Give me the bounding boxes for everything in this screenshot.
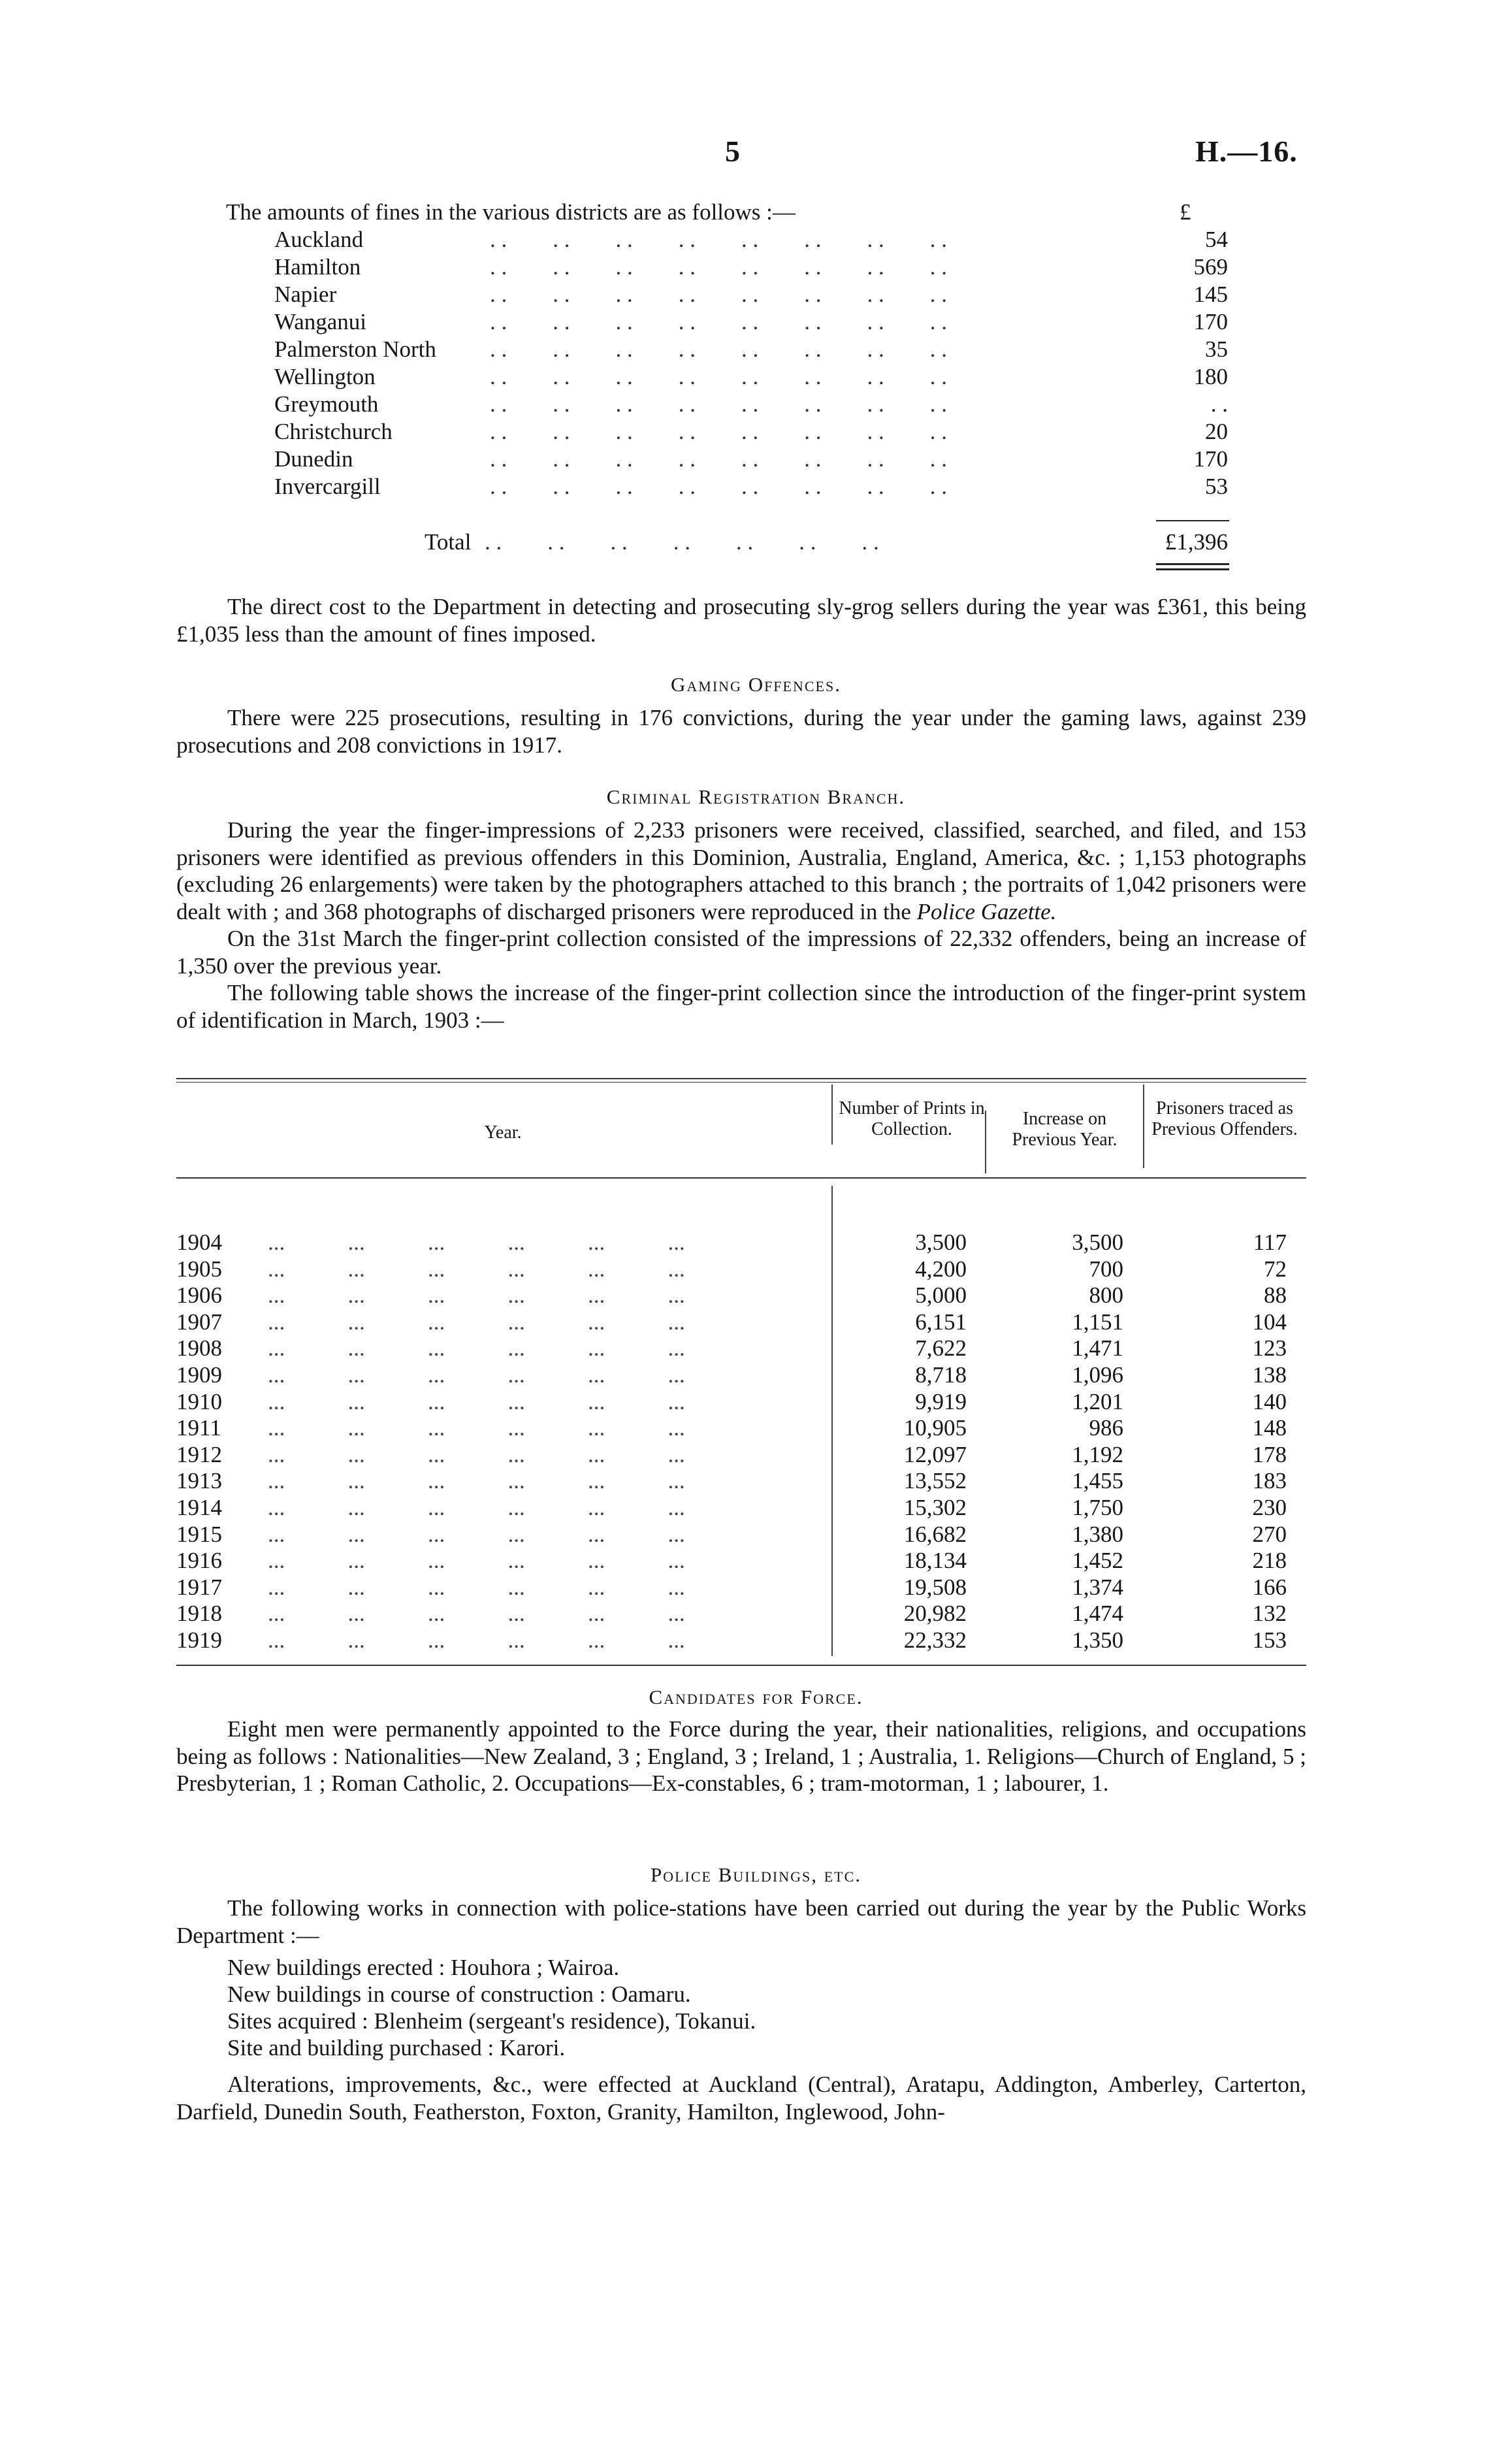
criminal-registration-p2: On the 31st March the finger-print collection consisted of the impressions of 22,332 offenders, being an increase of 1,350 over the previous year. [176,926,1306,979]
gaming-offences-text: There were 225 prosecutions, resulting in 176 convictions, during the year under the gaming laws, against 239 prosecutions and 208 convictions in 1917. [176,705,1306,758]
table-row [176,1282,1306,1309]
police-buildings-paragraph [176,1895,1306,1949]
fine-amount: 35 [1205,336,1228,362]
district-name: Wellington [274,364,376,389]
fine-amount: 53 [1205,474,1228,499]
traced-cell: 117 [1253,1230,1287,1255]
dot-leader: ... ... ... ... ... ... [268,1441,685,1467]
table-top-rule [176,1078,1306,1079]
candidates-text: Eight men were permanently appointed to the Force during the year, their nationalities, religions, and occupations being as follows : Nationalities—New Zealand, 3 ; England, 3 ; Ireland, 1 ; Australia, 1. Religions—Church of England, 5 ; Presbyterian, 1 ; Roman Catholic, 2. Occupations—Ex-constables, 6 ; tram-motorman, 1 ; labourer, 1. [176,1716,1306,1796]
buildings-item-1: New buildings erected : Houhora ; Wairoa. [227,1955,620,1980]
candidates-heading: Candidates for Force. [649,1686,863,1708]
increase-cell: 1,750 [1072,1495,1123,1520]
year-cell: 1919 [176,1627,222,1653]
prints-cell: 4,200 [915,1256,967,1282]
fine-row [274,391,1228,420]
traced-cell: 270 [1252,1521,1287,1547]
increase-cell: 800 [1089,1282,1123,1309]
dot-leader: . . . . . . . . . . . . . . . . [490,391,947,417]
year-cell: 1917 [176,1574,222,1600]
dot-leader: . . . . . . . . . . . . . . . . [490,282,947,307]
fines-total-row [425,529,1228,558]
header-traced: Prisoners traced as Previous Offenders. [1151,1098,1298,1139]
prints-cell: 20,982 [903,1601,967,1627]
prints-cell: 6,151 [915,1309,967,1335]
fine-amount: . . [1210,391,1228,417]
traced-cell: 230 [1252,1495,1287,1520]
district-name: Auckland [274,227,364,252]
table-row [176,1522,1306,1548]
year-cell: 1918 [176,1601,222,1627]
traced-cell: 140 [1252,1388,1287,1414]
police-buildings-heading: Police Buildings, etc. [650,1863,862,1886]
year-cell: 1914 [176,1495,222,1520]
table-row [176,1230,1306,1256]
traced-cell: 166 [1252,1574,1287,1600]
header-increase: Increase on Previous Year. [1012,1109,1118,1150]
fine-row [274,446,1228,475]
dot-leader: ... ... ... ... ... ... [268,1230,685,1255]
dot-leader: ... ... ... ... ... ... [268,1282,685,1309]
fine-row [274,254,1228,283]
traced-cell: 123 [1252,1335,1287,1362]
buildings-item-2: New buildings in course of construction : Oamaru. [227,1981,691,2007]
dot-leader: ... ... ... ... ... ... [268,1521,685,1547]
fine-amount: 145 [1193,282,1228,307]
table-row [176,1468,1306,1494]
table-row [176,1389,1306,1415]
fines-intro: The amounts of fines in the various districts are as follows :— [226,199,796,225]
table-top-rule-inner [176,1082,1306,1083]
header-divider-1 [831,1084,833,1145]
increase-cell: 986 [1089,1415,1123,1441]
traced-cell: 148 [1252,1415,1287,1441]
criminal-registration-p3: The following table shows the increase of the finger-print collection since the introduction of the finger-print system of identification in March, 1903 :— [176,980,1306,1033]
table-row [176,1335,1306,1362]
year-cell: 1906 [176,1282,222,1309]
table-row [176,1415,1306,1441]
traced-cell: 183 [1252,1468,1287,1494]
fine-amount: 54 [1205,227,1228,252]
increase-cell: 1,474 [1072,1601,1123,1627]
table-header-rule [176,1177,1306,1179]
dot-leader: . . . . . . . . . . . . . . . . [490,364,947,389]
fines-total-amount: £1,396 [1165,529,1228,555]
dot-leader: ... ... ... ... ... ... [268,1335,685,1362]
dot-leader: ... ... ... ... ... ... [268,1415,685,1441]
prints-cell: 8,718 [915,1362,967,1388]
prints-cell: 10,905 [903,1415,967,1441]
district-name: Invercargill [274,474,381,499]
traced-cell: 104 [1252,1309,1287,1335]
increase-cell: 1,350 [1072,1627,1123,1653]
dot-leader: ... ... ... ... ... ... [268,1601,685,1627]
increase-cell: 1,192 [1072,1441,1123,1467]
traced-cell: 178 [1252,1441,1287,1467]
increase-cell: 1,201 [1072,1388,1123,1414]
year-cell: 1909 [176,1362,222,1388]
gaming-offences-heading: Gaming Offences. [671,673,841,696]
table-row [176,1601,1306,1627]
table-row [176,1495,1306,1521]
document-code: H.—16. [1195,135,1298,168]
table-row [176,1442,1306,1468]
prints-cell: 12,097 [903,1441,967,1467]
table-row [176,1574,1306,1601]
year-cell: 1916 [176,1548,222,1574]
dot-leader: ... ... ... ... ... ... [268,1309,685,1335]
fine-row [274,419,1228,448]
fines-total-label: Total [425,529,472,555]
table-row [176,1362,1306,1388]
fine-row [274,309,1228,338]
traced-cell: 218 [1252,1548,1287,1574]
table-row [176,1309,1306,1335]
increase-cell: 1,151 [1072,1309,1123,1335]
page-number: 5 [725,135,740,168]
fine-amount: 170 [1193,446,1228,472]
year-cell: 1910 [176,1388,222,1414]
year-cell: 1908 [176,1335,222,1362]
dot-leader: ... ... ... ... ... ... [268,1548,685,1574]
district-name: Hamilton [274,254,361,280]
fine-amount: 180 [1193,364,1228,389]
prints-cell: 19,508 [903,1574,967,1600]
criminal-p1-text: During the year the finger-impressions of 2,233 prisoners were received, classified, searched, and filed, and 153 prisoners were identified as previous offenders in this Dominion, Australia, England, America, &c. ; 1,153 photographs (excluding 26 enlargements) were taken by the photographers attached to this branch ; the portraits of 1,042 prisoners were dealt with ; and 368 photographs of discharged prisoners were reproduced in the [176,817,1306,924]
criminal-registration-paragraphs [176,817,1306,1034]
total-double-rule-top [1156,563,1229,565]
table-row [176,1548,1306,1574]
fines-currency-symbol: £ [1180,199,1191,225]
prints-cell: 18,134 [903,1548,967,1574]
dot-leader: . . . . . . . . . . . . . . . . [490,446,947,472]
dot-leader: ... ... ... ... ... ... [268,1256,685,1282]
year-cell: 1911 [176,1415,221,1441]
fine-amount: 569 [1193,254,1228,280]
header-year: Year. [484,1122,522,1143]
dot-leader: . . . . . . . . . . . . . . . . [490,254,947,280]
header-prints: Number of Prints in Collection. [839,1098,985,1139]
increase-cell: 1,096 [1072,1362,1123,1388]
increase-cell: 1,471 [1072,1335,1123,1362]
prints-cell: 15,302 [903,1495,967,1520]
traced-cell: 88 [1264,1282,1287,1309]
district-name: Napier [274,282,337,307]
buildings-item-4: Site and building purchased : Karori. [227,2035,566,2061]
prints-cell: 3,500 [915,1230,967,1255]
table-row [176,1256,1306,1282]
dot-leader: . . . . . . . . . . . . . . . . [490,419,947,444]
header-divider-3 [1143,1084,1144,1168]
dot-leader: ... ... ... ... ... ... [268,1574,685,1600]
district-name: Christchurch [274,419,393,444]
increase-cell: 3,500 [1072,1230,1123,1255]
fine-row [274,282,1228,310]
gaming-offences-paragraph [176,704,1306,758]
traced-cell: 153 [1252,1627,1287,1653]
prints-cell: 7,622 [915,1335,967,1362]
dot-leader: . . . . . . . . . . . . . . . . [490,336,947,362]
dot-leader: ... ... ... ... ... ... [268,1388,685,1414]
year-cell: 1915 [176,1521,222,1547]
fine-amount: 20 [1205,419,1228,444]
prints-cell: 9,919 [915,1388,967,1414]
year-cell: 1912 [176,1441,222,1467]
district-name: Dunedin [274,446,353,472]
criminal-registration-heading: Criminal Registration Branch. [606,785,906,808]
prints-cell: 13,552 [903,1468,967,1494]
alterations-text: Alterations, improvements, &c., were effected at Auckland (Central), Aratapu, Addington, Amberley, Carterton, Darfield, Dunedin South, Featherston, Foxton, Granity, Hamilton, Inglewood, John- [176,2072,1306,2125]
year-cell: 1904 [176,1230,222,1255]
direct-cost-text: The direct cost to the Department in detecting and prosecuting sly-grog sellers during the year was £361, this being £1,035 less than the amount of fines imposed. [176,594,1306,647]
dot-leader: ... ... ... ... ... ... [268,1468,685,1494]
dot-leader: . . . . . . . . . . . . . . . . [490,309,947,334]
candidates-paragraph [176,1716,1306,1797]
fine-row [274,227,1228,255]
table-bottom-rule [176,1665,1306,1666]
dot-leader: ... ... ... ... ... ... [268,1627,685,1653]
criminal-registration-p1 [176,817,1306,925]
fine-row [274,336,1228,365]
increase-cell: 1,374 [1072,1574,1123,1600]
fine-amount: 170 [1193,309,1228,334]
direct-cost-paragraph [176,593,1306,647]
header-divider-2 [985,1111,986,1173]
traced-cell: 138 [1252,1362,1287,1388]
dot-leader: . . . . . . . . . . . . . . . . [490,227,947,252]
district-name: Palmerston North [274,336,436,362]
prints-cell: 5,000 [915,1282,967,1309]
dot-leader: ... ... ... ... ... ... [268,1362,685,1388]
increase-cell: 1,380 [1072,1521,1123,1547]
dot-leader: . . . . . . . . . . . . . . [485,529,879,555]
traced-cell: 72 [1264,1256,1287,1282]
dot-leader: . . . . . . . . . . . . . . . . [490,474,947,499]
total-double-rule-bottom [1156,568,1229,570]
year-cell: 1905 [176,1256,222,1282]
prints-cell: 22,332 [903,1627,967,1653]
fine-row [274,474,1228,502]
alterations-paragraph [176,2071,1306,2125]
table-row [176,1627,1306,1654]
buildings-item-3: Sites acquired : Blenheim (sergeant's residence), Tokanui. [227,2008,756,2034]
district-name: Greymouth [274,391,379,417]
prints-cell: 16,682 [903,1521,967,1547]
traced-cell: 132 [1252,1601,1287,1627]
increase-cell: 700 [1089,1256,1123,1282]
police-buildings-text: The following works in connection with police-stations have been carried out during the year by the Public Works Department :— [176,1895,1306,1948]
total-rule [1156,520,1229,521]
district-name: Wanganui [274,309,367,334]
police-gazette-title: Police Gazette. [916,898,1057,924]
year-cell: 1913 [176,1468,222,1494]
dot-leader: ... ... ... ... ... ... [268,1495,685,1520]
fine-row [274,364,1228,393]
increase-cell: 1,452 [1072,1548,1123,1574]
increase-cell: 1,455 [1072,1468,1123,1494]
year-cell: 1907 [176,1309,222,1335]
